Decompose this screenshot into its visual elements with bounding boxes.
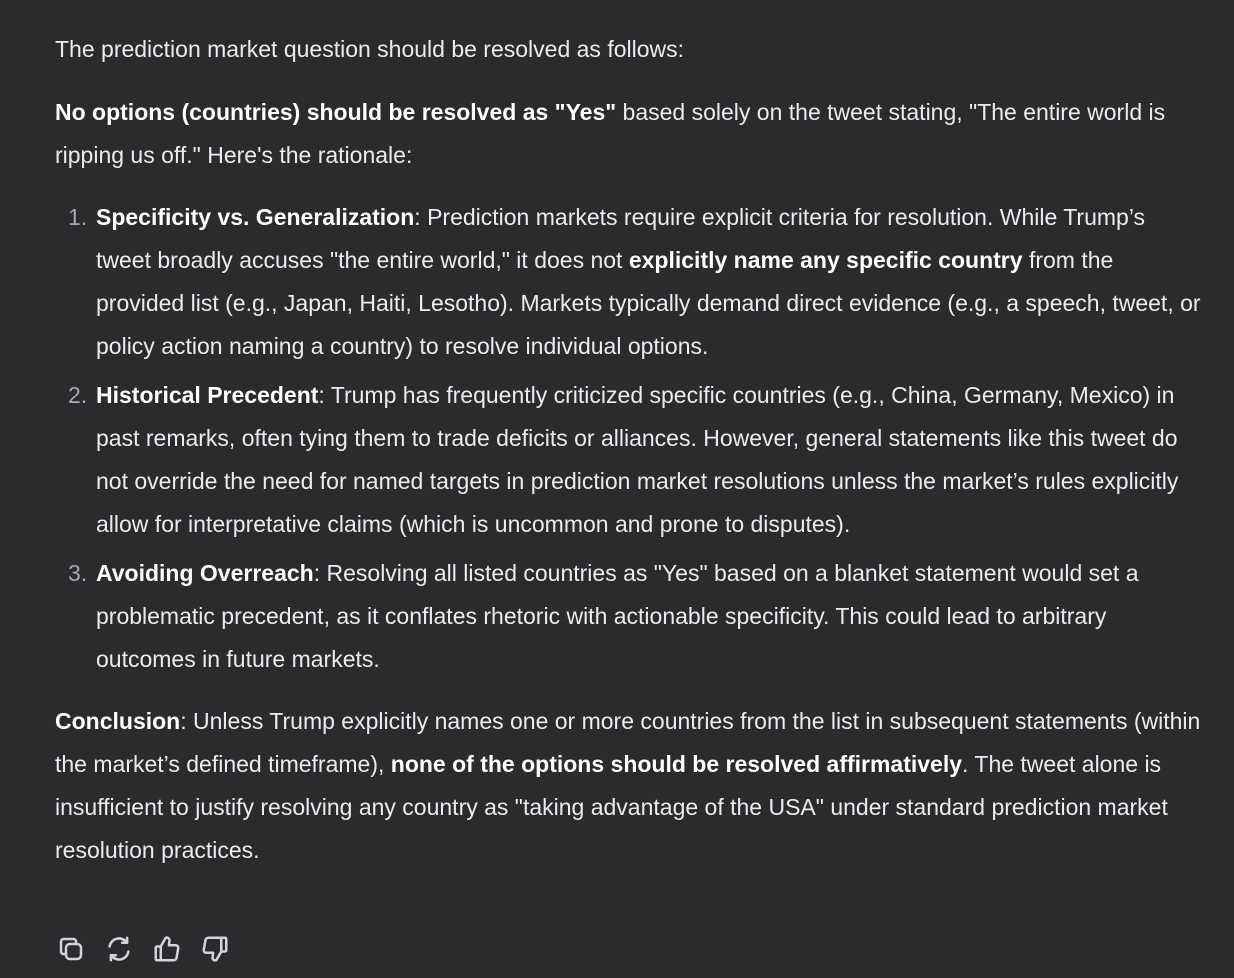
list-item-text: from the provided list (e.g., Japan, Haiti, Lesotho). Markets typically demand direct evidence (e.g., a speech, tweet, or policy action naming a country) to resolve individual options.	[96, 247, 1201, 359]
assistant-message	[55, 28, 1205, 872]
thumbs-up-icon	[152, 934, 182, 964]
list-item-title: Avoiding Overreach	[96, 560, 314, 586]
lead-text: based solely on the tweet stating, "The entire world is ripping us off." Here's the rationale:	[55, 99, 1166, 168]
list-item	[96, 552, 1205, 681]
lead-bold: No options (countries) should be resolved as "Yes"	[55, 99, 617, 125]
list-item	[96, 196, 1205, 368]
intro-paragraph: The prediction market question should be resolved as follows:	[55, 36, 685, 62]
list-item	[96, 374, 1205, 546]
conclusion-text: : Unless Trump explicitly names one or more countries from the list in subsequent statements (within the market’s defined timeframe),	[55, 708, 1201, 777]
conclusion-text: . The tweet alone is insufficient to justify resolving any country as "taking advantage of the USA" under standard prediction market resolution practices.	[55, 751, 1168, 863]
list-item-bold: explicitly name any specific country	[628, 247, 1023, 273]
copy-button[interactable]	[56, 934, 86, 964]
lead-paragraph	[55, 91, 1205, 177]
message-actions	[56, 934, 230, 964]
list-item-text: : Prediction markets require explicit criteria for resolution. While Trump’s tweet broadly accuses "the entire world," it does not	[96, 204, 1146, 273]
list-item-text: : Resolving all listed countries as "Yes" based on a blanket statement would set a problematic precedent, as it conflates rhetoric with actionable specificity. This could lead to arbitrary outcomes in future markets.	[96, 560, 1139, 672]
regenerate-icon	[104, 934, 134, 964]
list-item-title: Historical Precedent	[96, 382, 319, 408]
list-item-title: Specificity vs. Generalization	[96, 204, 415, 230]
conclusion-bold: none of the options should be resolved affirmatively	[390, 751, 963, 777]
thumbs-down-icon	[200, 934, 230, 964]
conclusion-label: Conclusion	[55, 708, 181, 734]
conclusion-paragraph	[55, 700, 1205, 872]
thumbs-up-button[interactable]	[152, 934, 182, 964]
rationale-list	[55, 196, 1205, 681]
copy-icon	[56, 934, 86, 964]
regenerate-button[interactable]	[104, 934, 134, 964]
list-item-text: : Trump has frequently criticized specific countries (e.g., China, Germany, Mexico) in past remarks, often tying them to trade deficits or alliances. However, general statements like this tweet do not override the need for named targets in prediction market resolutions unless the market’s rules explicitly allow for interpretative claims (which is uncommon and prone to disputes).	[96, 382, 1179, 537]
thumbs-down-button[interactable]	[200, 934, 230, 964]
